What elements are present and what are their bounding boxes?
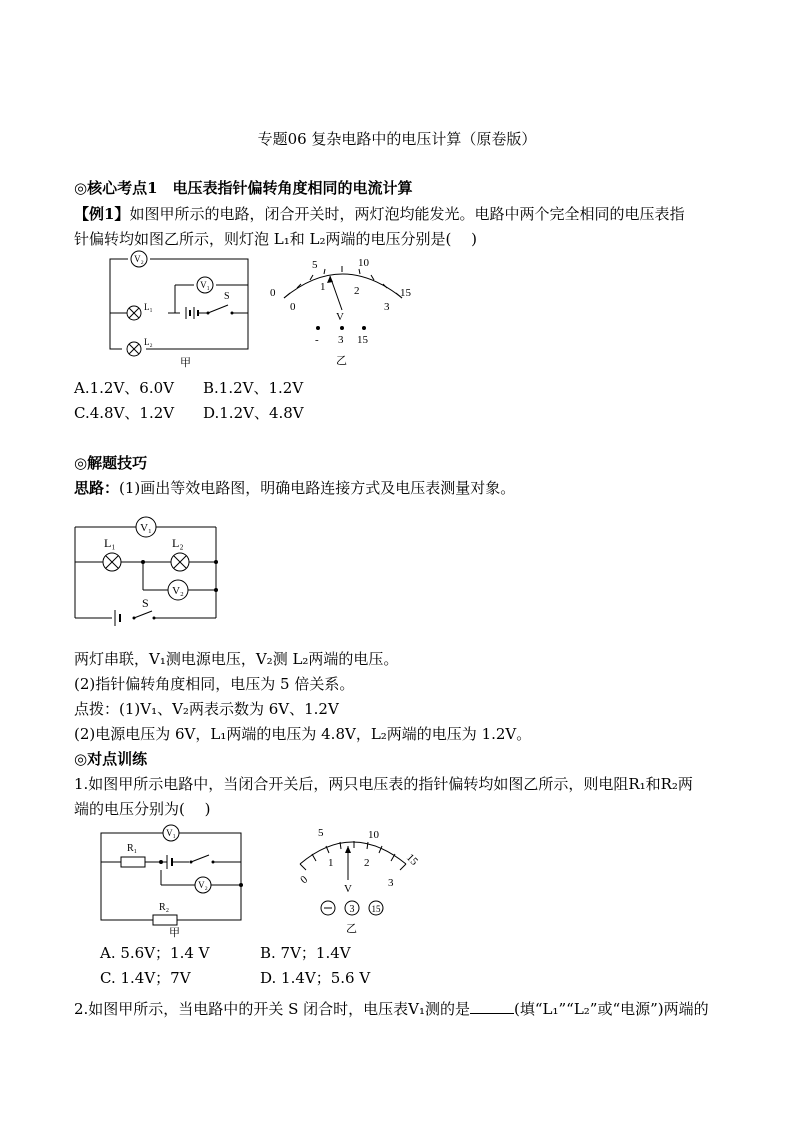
q1-r2-label: R₂ — [159, 902, 170, 913]
page-title: 专题06 复杂电路中的电压计算（原卷版） — [257, 130, 537, 148]
svg-text:15: 15 — [400, 287, 411, 299]
eq-l1-label: L₁ — [104, 536, 116, 550]
voltmeter-dial-a — [262, 252, 422, 370]
circuit-diagram-b — [95, 822, 255, 938]
idea-tag: 思路： — [74, 479, 120, 497]
option-a: A.1.2V、6.0V — [74, 379, 174, 397]
svg-text:1: 1 — [328, 857, 334, 869]
meter-label-v2: V₂ — [134, 254, 144, 264]
q1-figure-label-yi: 乙 — [346, 923, 357, 935]
lamp-label-l1: L₁ — [144, 302, 153, 312]
explain-line-1: 两灯串联，V₁测电源电压，V₂测 L₂两端的电压。 — [74, 650, 399, 668]
q1-v2-label: V₂ — [198, 880, 208, 890]
eq-v1-label: V₁ — [140, 522, 152, 534]
circuit-diagram-a — [100, 250, 260, 368]
q1-option-c: C. 1.4V；7V — [100, 969, 191, 987]
section-heading-1: ◎核心考点1 电压表指针偏转角度相同的电流计算 — [74, 179, 413, 197]
section-heading-3: ◎对点训练 — [74, 750, 148, 768]
example-text-1: 如图甲所示的电路，闭合开关时，两灯泡均能发光。电路中两个完全相同的电压表指 — [129, 205, 685, 223]
q1-figure-label-jia: 甲 — [169, 927, 180, 938]
q2-text-b: (填“L₁”“L₂”或“电源”)两端的 — [513, 1000, 709, 1018]
option-d: D.1.2V、4.8V — [203, 404, 304, 422]
figure-label-yi: 乙 — [336, 355, 347, 367]
q2-text-a: 2.如图甲所示，当电路中的开关 S 闭合时，电压表V₁测的是 — [74, 1000, 470, 1018]
svg-text:3: 3 — [384, 301, 390, 313]
idea-line — [74, 477, 515, 498]
explain-line-2: (2)指针偏转角度相同，电压为 5 倍关系。 — [74, 675, 355, 693]
svg-text:2: 2 — [364, 857, 370, 869]
svg-text:1: 1 — [320, 281, 326, 293]
eq-l2-label: L₂ — [172, 536, 184, 550]
figure-label-jia: 甲 — [180, 357, 191, 368]
q1-v1-label: V₁ — [166, 828, 176, 838]
explain-line-4: (2)电源电压为 6V，L₁两端的电压为 4.8V，L₂两端的电压为 1.2V。 — [74, 725, 532, 743]
q1-line-2: 端的电压分别为( ) — [74, 800, 211, 818]
q1-option-d: D. 1.4V；5.6 V — [260, 969, 371, 987]
eq-v2-label: V₂ — [172, 585, 184, 597]
svg-text:0: 0 — [270, 287, 276, 299]
q2-line — [74, 998, 709, 1019]
svg-text:15: 15 — [357, 334, 368, 346]
svg-text:3: 3 — [388, 877, 394, 889]
voltmeter-dial-b — [282, 824, 432, 938]
svg-text:10: 10 — [358, 257, 369, 269]
example-tag: 【例1】 — [74, 205, 130, 223]
option-b: B.1.2V、1.2V — [203, 379, 304, 397]
meter-v-label: V — [336, 311, 344, 323]
svg-text:2: 2 — [354, 285, 360, 297]
q1-option-a: A. 5.6V；1.4 V — [100, 944, 210, 962]
example-line-2: 针偏转均如图乙所示，则灯泡 L₁和 L₂两端的电压分别是( ) — [74, 230, 477, 248]
meter-label-v1: V₁ — [200, 280, 210, 290]
svg-text:-: - — [315, 334, 319, 346]
example-line-1 — [74, 203, 684, 224]
q1-meter-v-label: V — [344, 883, 352, 895]
svg-text:15: 15 — [403, 851, 421, 868]
svg-text:0: 0 — [290, 301, 296, 313]
svg-text:3: 3 — [338, 334, 344, 346]
q1-line-1: 1.如图甲所示电路中，当闭合开关后，两只电压表的指针偏转均如图乙所示，则电阻R₁和R₂两 — [74, 775, 693, 793]
svg-text:3: 3 — [349, 904, 355, 915]
idea-text: (1)画出等效电路图，明确电路连接方式及电压表测量对象。 — [119, 479, 516, 497]
explain-line-3: 点拨：(1)V₁、V₂两表示数为 6V、1.2V — [74, 700, 339, 718]
svg-text:5: 5 — [312, 259, 318, 271]
eq-switch-label: S — [142, 596, 149, 610]
answer-blank[interactable] — [470, 999, 514, 1014]
equivalent-circuit — [70, 510, 230, 626]
svg-text:5: 5 — [318, 827, 324, 839]
section-heading-2: ◎解题技巧 — [74, 454, 148, 472]
q1-r1-label: R₁ — [127, 843, 138, 854]
q1-option-b: B. 7V；1.4V — [260, 944, 351, 962]
svg-text:0: 0 — [298, 873, 311, 887]
svg-text:15: 15 — [371, 904, 381, 914]
switch-label: S — [224, 291, 230, 302]
option-c: C.4.8V、1.2V — [74, 404, 175, 422]
lamp-label-l2: L₂ — [144, 337, 153, 347]
svg-text:10: 10 — [368, 829, 379, 841]
